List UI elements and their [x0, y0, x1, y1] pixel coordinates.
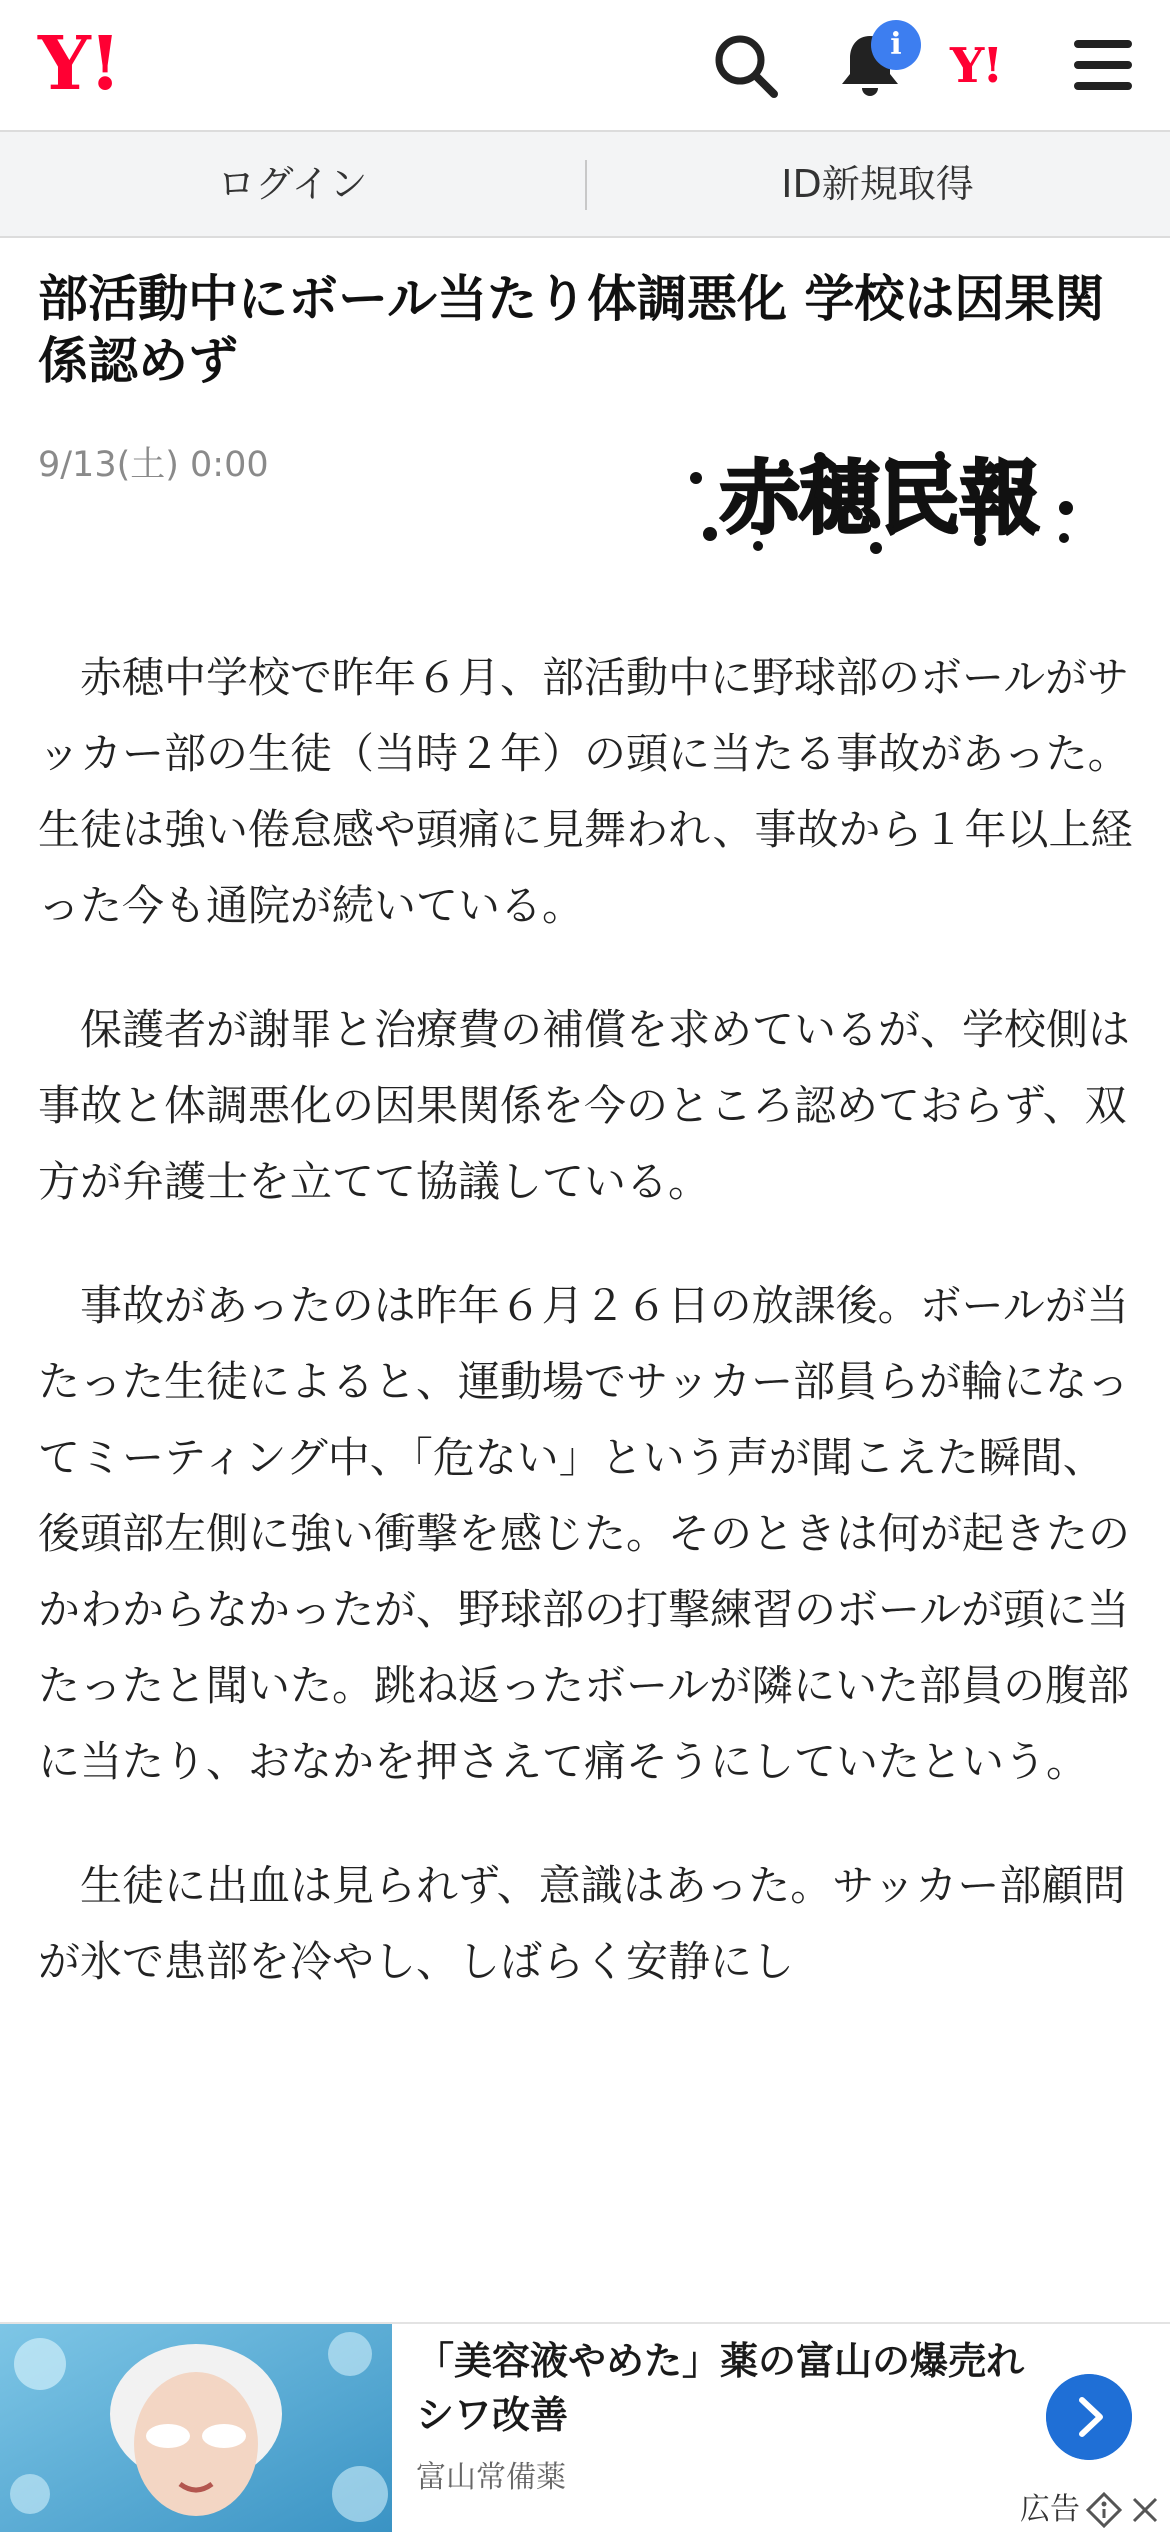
ad-banner[interactable] [0, 2322, 1170, 2532]
register-id-button[interactable]: ID新規取得 [781, 162, 974, 206]
article-headline: 部活動中にボール当たり体調悪化 学校は因果関係認めず [38, 270, 1105, 390]
adchoices-icon[interactable] [1086, 2492, 1122, 2528]
paragraph: 生徒に出血は見られず、意識はあった。サッカー部顧問が氷で患部を冷やし、しばらく安静にし [38, 1861, 1126, 1986]
yahoo-id-icon[interactable]: Y! [950, 38, 1002, 94]
ad-advertiser: 富山常備薬 [416, 2460, 566, 2495]
publish-date: 9/13(土) 0:00 [38, 445, 269, 485]
chevron-right-icon[interactable] [1046, 2374, 1132, 2460]
publisher-logo[interactable] [680, 438, 1080, 562]
top-header [0, 0, 1170, 132]
paragraph: 事故があったのは昨年６月２６日の放課後。ボールが当たった生徒によると、運動場でサッカー部員らが輪になってミーティング中、「危ない」という声が聞こえた瞬間、後頭部左側に強い衝撃を感じた。そのときは何が起きたのかわからなかったが、野球部の打撃練習のボールが頭に当たったと聞いた。跳ね返ったボールが隣にいた部員の腹部に当たり、おなかを押さえて痛そうにしていたという。 [38, 1281, 1131, 1786]
search-icon[interactable] [708, 28, 784, 104]
ad-label: 広告 [1020, 2492, 1080, 2527]
ad-label-group [1020, 2490, 1162, 2530]
yahoo-logo[interactable]: Y! [38, 21, 120, 107]
publisher-logo-text: 赤穂民報 [720, 451, 1040, 545]
close-icon[interactable] [1128, 2493, 1162, 2527]
login-button[interactable]: ログイン [217, 162, 368, 206]
login-bar [0, 132, 1170, 238]
ad-image[interactable] [0, 2324, 392, 2532]
article-body [38, 640, 1138, 2048]
ad-title[interactable]: 「美容液やめた」薬の富山の爆売れシワ改善 [416, 2339, 1025, 2437]
notification-badge[interactable]: i [871, 20, 921, 70]
menu-icon[interactable] [1066, 28, 1142, 104]
paragraph: 赤穂中学校で昨年６月、部活動中に野球部のボールがサッカー部の生徒（当時２年）の頭に当たる事故があった。生徒は強い倦怠感や頭痛に見舞われ、事故から１年以上経った今も通院が続いている。 [38, 653, 1133, 930]
paragraph: 保護者が謝罪と治療費の補償を求めているが、学校側は事故と体調悪化の因果関係を今のところ認めておらず、双方が弁護士を立てて協議している。 [38, 1005, 1131, 1206]
